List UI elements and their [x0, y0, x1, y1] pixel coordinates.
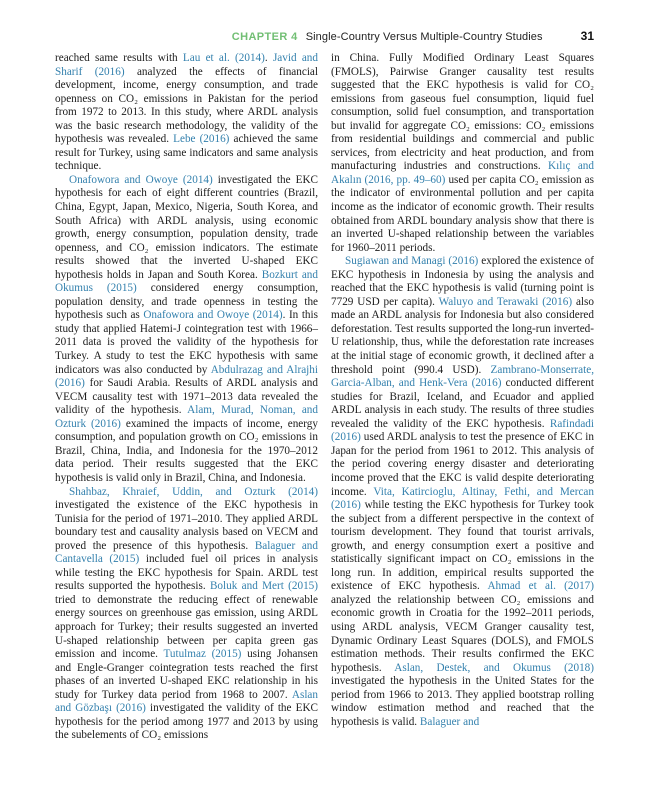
running-head: [55, 30, 594, 44]
citation-link[interactable]: Aslan, Destek, and Okumus (2018): [394, 661, 594, 674]
body-text: used per capita CO₂ emission as the indicator of environmental pollution and per capita income as the indicator of economic growth. Their results obtained from ARDL boundary analysis show that there is an inverted U-shaped relationship between the variables for 1960–2011 periods.: [331, 173, 594, 254]
page-number: 31: [580, 29, 594, 43]
citation-link[interactable]: Abdulrazag and Alrajhi (2016): [55, 363, 318, 390]
body-text: using Johansen and Engle-Granger cointegration tests reached the first phases of an inverted U-shaped EKC relationship in his study for Turkey data period from 1968 to 2007.: [55, 648, 318, 701]
left-column: [55, 52, 318, 743]
citation-link[interactable]: Alam, Murad, Noman, and Ozturk (2016): [55, 404, 318, 430]
chapter-label: CHAPTER 4: [231, 31, 298, 43]
citation-link[interactable]: Waluyo and Terawaki (2016): [438, 295, 573, 308]
body-text: investigated the existence of the EKC hypothesis in Tunisia for the period of 1971–2010. They applied ARDL boundary test and causality analysis based on VECM and proved the presence of this hypothesis.: [55, 499, 318, 552]
citation-link[interactable]: Zambrano-Monserrate, Garcia-Alban, and Henk-Vera (2016): [331, 363, 594, 390]
citation-link[interactable]: Bozkurt and Okumus (2015): [55, 268, 318, 295]
citation-link[interactable]: Tutulmaz (2015): [163, 648, 242, 661]
citation-link[interactable]: Onafowora and Owoye (2014): [143, 309, 283, 322]
paragraph: [55, 52, 318, 174]
citation-link[interactable]: Boluk and Mert (2015): [209, 580, 319, 593]
citation-link[interactable]: Balaguer and: [419, 715, 480, 728]
citation-link[interactable]: Shahbaz, Khraief, Uddin, and Ozturk (2014): [69, 485, 318, 498]
body-text: analyzed the effects of financial development, income, energy consumption, and trade openness on CO₂ emissions in Pakistan for the period from 1972 to 2013. In this study, where ARDL analysis was the basic research methodology, the validity of the hypothesis was revealed.: [55, 65, 318, 146]
body-text: investigated the hypothesis in the United States for the period from 1966 to 2013. They applied bootstrap rolling window estimation method and reached that the hypothesis is valid.: [331, 675, 594, 728]
right-column: [331, 52, 594, 743]
text-columns: [55, 52, 594, 743]
citation-link[interactable]: Vita, Katircioglu, Altinay, Fethi, and Mercan (2016): [331, 485, 594, 512]
body-text: explored the existence of EKC hypothesis in Indonesia by using the analysis and reached that the EKC hypothesis is valid (turning point is 7729 USD per capita).: [331, 255, 594, 308]
paragraph: [331, 255, 594, 729]
body-text: included fuel oil prices in analysis while testing the EKC hypothesis for Spain. ARDL test results supported the hypothesis.: [55, 553, 318, 593]
body-text: conducted different studies for Brazil, Iceland, and Ecuador and applied ARDL analysis in each study. The results of three studies revealed the validity of the EKC hypothesis.: [331, 377, 594, 430]
body-text: . In this study that applied Hatemi-J cointegration test with 1966–2011 data is proved the validity of the hypothesis for Turkey. A study to test the EKC hypothesis with same indicators was also conducted by: [55, 309, 318, 376]
body-text: investigated the validity of the EKC hypothesis for the period among 1977 and 2013 by using the subelements of CO₂ emissions: [55, 702, 318, 742]
body-text: also made an ARDL analysis for Indonesia but also considered deforestation. Test results supported the long-run inverted-U relationship, thus, while the deforestation rate increases at the initial stage of economic growth, it declined after a threshold point (990.4 USD).: [331, 295, 594, 376]
body-text: while testing the EKC hypothesis for Turkey took the subject from a different perspective in the context of tourism development. They found that tourist arrivals, growth, and energy consumption exert a positive and statistically significant impact on CO₂ emissions in the long run. In addition, empirical results supported the existence of EKC hypothesis.: [331, 499, 594, 593]
body-text: analyzed the relationship between CO₂ emissions and economic growth in Croatia for the 1992–2011 periods, using ARDL analysis, VECM Granger causality test, Dynamic Ordinary Least Squares (DOLS), and FMOLS estimation methods. Their results confirmed the EKC hypothesis.: [331, 593, 594, 674]
paragraph: [55, 486, 318, 743]
body-text: used ARDL analysis to test the presence of EKC in Japan for the period from 1961 to 2012. This analysis of the period covering energy disaster and deteriorating income proved that the EKC is valid despite deteriorating income.: [331, 431, 594, 498]
chapter-title: Single-Country Versus Multiple-Country Studies: [305, 31, 543, 43]
body-text: considered energy consumption, population density, and trade openness in testing the hypothesis such as: [55, 282, 318, 322]
citation-link[interactable]: Balaguer and Cantavella (2015): [55, 539, 318, 566]
paragraph: [331, 52, 594, 255]
paragraph: [55, 174, 318, 486]
citation-link[interactable]: Onafowora and Owoye (2014): [69, 173, 213, 186]
body-text: tried to demonstrate the reducing effect of renewable energy sources on greenhouse gas emission, using ARDL approach for Turkey; their results suggested an inverted U-shaped relationship between per capita green gas emission and income.: [55, 593, 318, 661]
citation-link[interactable]: Lebe (2016): [173, 133, 230, 146]
citation-link[interactable]: Sugiawan and Managi (2016): [345, 255, 479, 268]
body-text: achieved the same result for Turkey, using same indicators and same analysis technique.: [55, 133, 319, 173]
body-text: in China. Fully Modified Ordinary Least Squares (FMOLS), Pairwise Granger causality test results suggested that the EKC hypothesis is valid for CO₂ emissions from gaseous fuel consumption, liquid fuel consumption, solid fuel consumption, and transportation but invalid for aggregate CO₂ emissions: CO₂ emissions from residential buildings and commercial and public services, from electricity and heat production, and from manufacturing industries and constructions.: [331, 52, 594, 173]
citation-link[interactable]: Kılıç and Akalın (2016, pp. 49–60): [331, 160, 594, 186]
citation-link[interactable]: Ahmad et al. (2017): [487, 580, 594, 593]
body-text: .: [264, 52, 273, 64]
body-text: investigated the EKC hypothesis for each of eight different countries (Brazil, China, Egypt, Japan, Mexico, Nigeria, South Korea, and South Africa) with ARDL analysis, using economic growth, energy consumption, population density, trade openness, and CO₂ emission indicators. The estimate results showed that the inverted U-shaped EKC hypothesis holds in Japan and South Korea.: [55, 173, 318, 281]
citation-link[interactable]: Lau et al. (2014): [182, 52, 265, 64]
body-text: for Saudi Arabia. Results of ARDL analysis and VECM causality test with 1971–2013 data revealed the validity of the hypothesis.: [55, 377, 318, 417]
citation-link[interactable]: Javid and Sharif (2016): [55, 52, 318, 78]
citation-link[interactable]: Rafindadi (2016): [331, 417, 594, 444]
body-text: reached same results with: [55, 52, 183, 64]
citation-link[interactable]: Aslan and Gözbaşı (2016): [55, 688, 318, 715]
body-text: examined the impacts of income, energy consumption, and population growth on CO₂ emissions in Brazil, China, India, and Indonesia for the 1970–2012 data period. Their results suggested that the EKC hypothesis is valid only in Brazil, China, and Indonesia.: [55, 417, 318, 484]
